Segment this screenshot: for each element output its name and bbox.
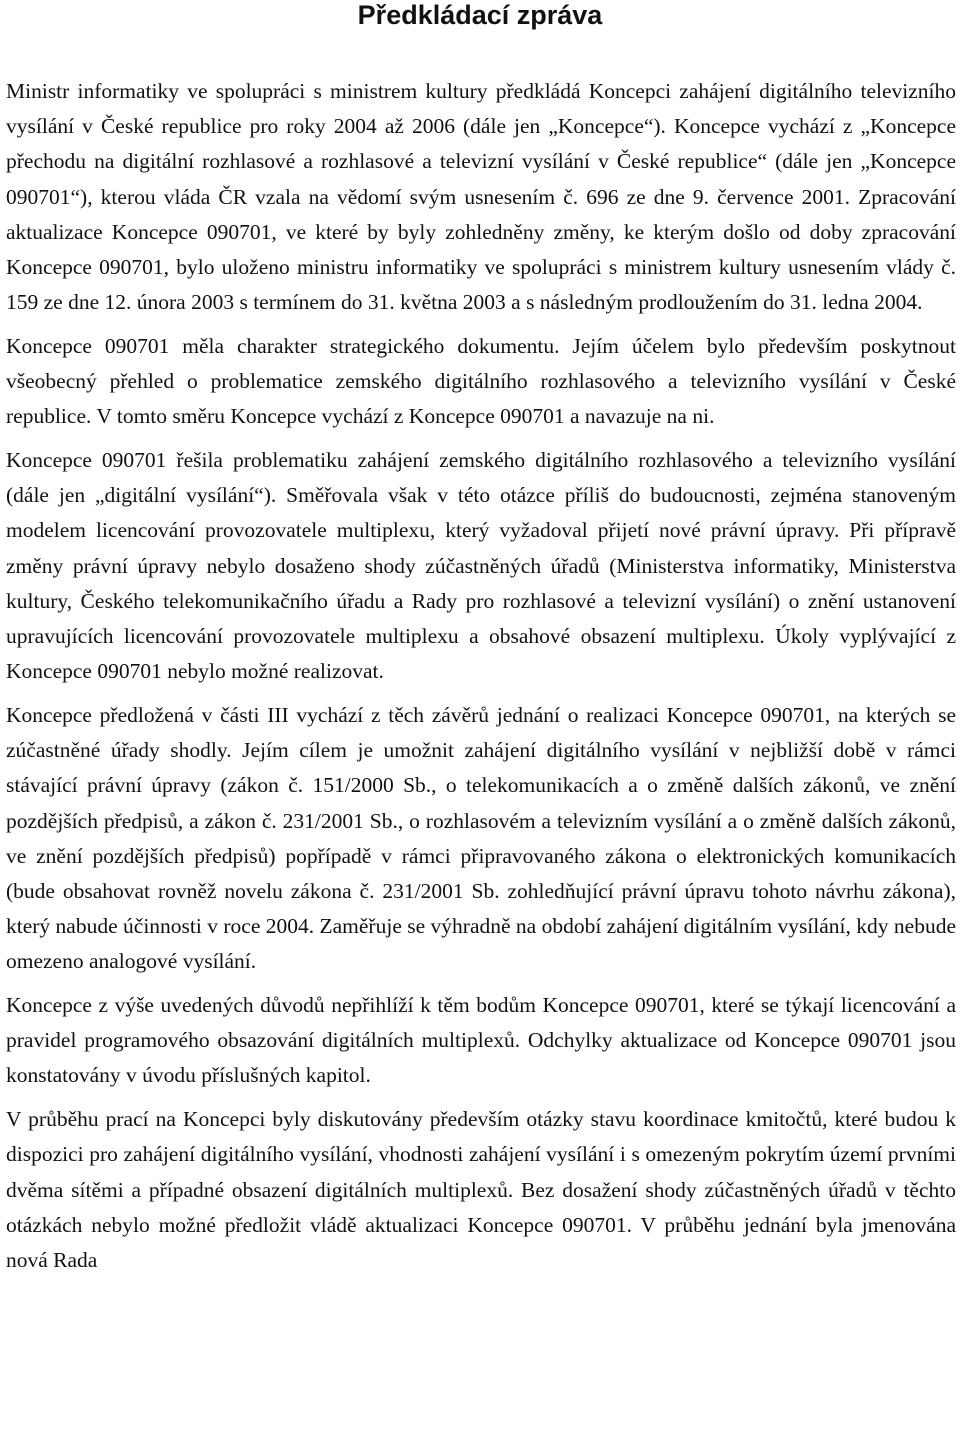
document-page [6,0,956,1272]
paragraph-6: V průběhu prací na Koncepci byly diskutovány především otázky stavu koordinace kmitočtů, které budou k dispozici pro zahájení digitálního vysílání, vhodnosti zahájení vysílání i s omezeným pokrytím území prvními dvěma sítěmi a případné obsazení digitálních multiplexů. Bez dosažení shody zúčastněných úřadů v těchto otázkách nebylo možné předložit vládě aktualizaci Koncepce 090701. V průběhu jednání byla jmenována nová Rada [6,1107,956,1272]
paragraph-5: Koncepce z výše uvedených důvodů nepřihlíží k těm bodům Koncepce 090701, které se týkají licencování a pravidel programového obsazování digitálních multiplexů. Odchylky aktualizace od Koncepce 090701 jsou konstatovány v úvodu příslušných kapitol. [6,993,956,1088]
paragraph-2: Koncepce 090701 měla charakter strategického dokumentu. Jejím účelem bylo především poskytnout všeobecný přehled o problematice zemského digitálního rozhlasového a televizního vysílání v České republice. V tomto směru Koncepce vychází z Koncepce 090701 a navazuje na ni. [6,333,956,429]
page-title: Předkládací zpráva [357,0,603,30]
document-body [6,74,956,1278]
paragraph-1: Ministr informatiky ve spolupráci s ministrem kultury předkládá Koncepci zahájení digitálního televizního vysílání v České republice pro roky 2004 až 2006 (dále jen „Koncepce“). Koncepce vychází z „Koncepce přechodu na digitální rozhlasové a rozhlasové a televizní vysílání v České republice“ (dále jen „Koncepce 090701“), kterou vláda ČR vzala na vědomí svým usnesením č. 696 ze dne 9. července 2001. Zpracování aktualizace Koncepce 090701, ve které by byly zohledněny změny, ke kterým došlo od doby zpracování Koncepce 090701, bylo uloženo ministru informatiky ve spolupráci s ministrem kultury usnesením vlády č. 159 ze dne 12. února 2003 s termínem do 31. května 2003 a s následným prodloužením do 31. ledna 2004. [6,79,956,315]
paragraph-4: Koncepce předložená v části III vychází z těch závěrů jednání o realizaci Koncepce 090701, na kterých se zúčastněné úřady shodly. Jejím cílem je umožnit zahájení digitálního vysílání v nejbližší době v rámci stávající právní úpravy (zákon č. 151/2000 Sb., o telekomunikacích a o změně dalších zákonů, ve znění pozdějších předpisů, a zákon č. 231/2001 Sb., o rozhlasovém a televizním vysílání a o změně dalších zákonů, ve znění pozdějších předpisů) popřípadě v rámci připravovaného zákona o elektronických komunikacích (bude obsahovat rovněž novelu zákona č. 231/2001 Sb. zohledňující právní úpravu tohoto návrhu zákona), který nabude účinnosti v roce 2004. Zaměřuje se výhradně na období zahájení digitálním vysílání, kdy nebude omezeno analogové vysílání. [6,702,956,974]
paragraph-3: Koncepce 090701 řešila problematiku zahájení zemského digitálního rozhlasového a televizního vysílání (dále jen „digitální vysílání“). Směřovala však v této otázce příliš do budoucnosti, zejména stanoveným modelem licencování provozovatele multiplexu, který vyžadoval přijetí nové právní úpravy. Při přípravě změny právní úpravy nebylo dosaženo shody zúčastněných úřadů (Ministerstva informatiky, Ministerstva kultury, Českého telekomunikačního úřadu a Rady pro rozhlasové a televizní vysílání) o znění ustanovení upravujících licencování provozovatele multiplexu a obsahové obsazení multiplexu. Úkoly vyplývající z Koncepce 090701 nebylo možné realizovat. [6,448,956,684]
